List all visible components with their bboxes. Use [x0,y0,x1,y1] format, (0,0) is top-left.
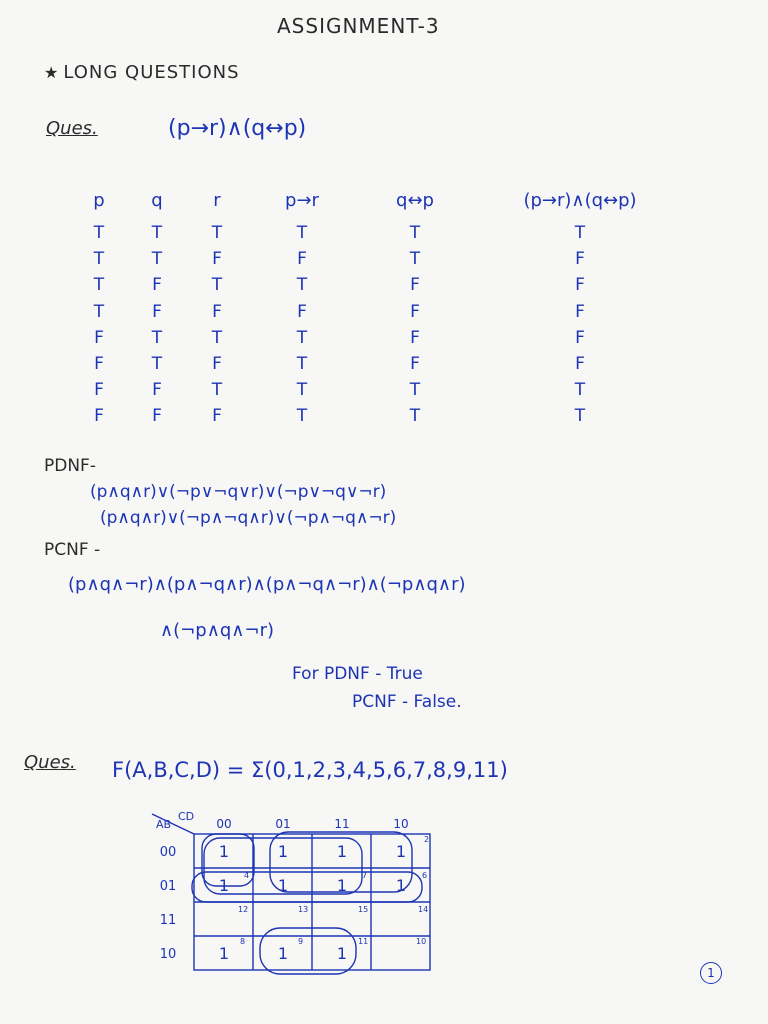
kmap-cell-index: 13 [298,905,309,914]
table-cell: F [94,354,104,375]
table-row [70,246,686,272]
table-cell: T [211,275,223,296]
table-cell: T [296,223,308,244]
kmap-cell-index: 12 [238,905,249,914]
table-cell: T [151,354,163,375]
table-cell: T [211,327,223,348]
table-cell: T [574,406,586,427]
col-header-p: p [93,189,105,211]
table-row [70,351,686,377]
table-cell: F [152,406,162,427]
section-heading-text: LONG QUESTIONS [63,62,240,83]
pdnf-line-2: (p∧q∧r)∨(¬p∧¬q∧r)∨(¬p∧¬q∧¬r) [100,508,397,528]
table-row [70,377,686,403]
star-icon: ★ [44,63,60,82]
table-cell: T [296,380,308,401]
kmap-col-header: 01 [275,817,291,831]
table-cell: F [410,354,420,375]
kmap-cell-value: 1 [395,876,407,895]
table-cell: T [296,354,308,375]
table-cell: F [152,275,162,296]
table-cell: F [297,249,307,270]
table-cell: T [296,406,308,427]
kmap-cell-index: 4 [244,871,250,880]
table-cell: F [410,301,420,322]
truth-table [70,180,690,430]
page-number: 1 [700,962,722,984]
kmap-row-header: 10 [159,947,177,962]
kmap-svg [148,810,448,980]
table-cell: F [152,301,162,322]
pdnf-line-1: (p∧q∧r)∨(¬p∨¬q∨r)∨(¬p∨¬q∨¬r) [90,482,387,502]
kmap-col-header: 10 [393,817,409,831]
col-header-r: r [213,189,221,211]
kmap-cell-value: 1 [218,876,230,895]
table-cell: T [93,249,105,270]
kmap-cell-value: 1 [336,944,348,963]
kmap-row-header: 01 [159,879,177,894]
pcnf-label: PCNF - [44,540,101,560]
table-cell: T [93,223,105,244]
table-cell: F [297,301,307,322]
kmap-cell-index: 9 [298,937,304,946]
kmap-cell-value: 1 [336,842,348,861]
kmap-cell-index: 2 [424,835,430,844]
table-row [70,325,686,351]
table-cell: F [575,275,585,296]
q1-label: Ques. [46,118,98,139]
result-pcnf: PCNF - False. [352,692,462,712]
kmap-cell-value: 1 [277,944,289,963]
table-cell: T [574,223,586,244]
kmap-row-header: 00 [159,845,177,860]
table-cell: F [94,380,104,401]
pcnf-line-1: (p∧q∧¬r)∧(p∧¬q∧r)∧(p∧¬q∧¬r)∧(¬p∧q∧r) [68,574,466,595]
table-row [70,299,686,325]
kmap-cell-value: 1 [277,842,289,861]
table-cell: T [296,275,308,296]
table-cell: T [151,223,163,244]
table-cell: T [574,380,586,401]
q2-label: Ques. [24,752,76,773]
pcnf-line-2: ∧(¬p∧q∧¬r) [160,620,274,641]
kmap-cell-index: 6 [422,871,428,880]
col-header-result: (p→r)∧(q↔p) [523,189,637,211]
section-heading [44,62,240,83]
q1-expression: (p→r)∧(q↔p) [168,116,307,141]
table-cell: F [575,327,585,348]
table-row [70,272,686,298]
col-header-q-iff-p: q↔p [396,189,434,211]
kmap-cell-index: 10 [416,937,427,946]
table-row [70,403,686,429]
result-pdnf: For PDNF - True [292,664,423,684]
page-title: ASSIGNMENT-3 [277,14,440,38]
table-cell: F [410,327,420,348]
table-cell: F [212,354,222,375]
table-cell: T [409,406,421,427]
col-header-q: q [151,189,163,211]
kmap-corner-col-label: CD [178,810,195,823]
table-cell: T [211,223,223,244]
table-cell: F [212,301,222,322]
kmap-cell-value: 1 [218,944,230,963]
table-cell: F [212,249,222,270]
table-cell: T [409,380,421,401]
table-cell: T [93,301,105,322]
kmap-cell-index: 8 [240,937,246,946]
kmap-cell-value: 1 [277,876,289,895]
kmap-cell-value: 1 [336,876,348,895]
table-cell: T [296,327,308,348]
table-cell: F [575,249,585,270]
table-cell: T [151,249,163,270]
pdnf-label: PDNF- [44,456,96,476]
kmap-cell-value: 1 [218,842,230,861]
table-cell: F [212,406,222,427]
kmap-cell-index: 7 [362,871,368,880]
table-cell: F [94,327,104,348]
table-cell: F [575,354,585,375]
table-cell: F [94,406,104,427]
table-cell: T [409,249,421,270]
kmap-col-header: 00 [216,817,232,831]
kmap-cell-index: 11 [358,937,369,946]
truth-table-header [70,180,686,220]
table-cell: T [211,380,223,401]
q2-expression: F(A,B,C,D) = Σ(0,1,2,3,4,5,6,7,8,9,11) [112,758,508,782]
kmap-col-header: 11 [334,817,350,831]
table-cell: T [93,275,105,296]
col-header-p-implies-r: p→r [285,189,319,211]
table-cell: F [575,301,585,322]
table-row [70,220,686,246]
kmap-cell-value: 1 [395,842,407,861]
table-cell: T [409,223,421,244]
table-cell: F [410,275,420,296]
kmap-cell-index: 15 [358,905,369,914]
kmap-corner-row-label: AB [156,818,172,831]
table-cell: T [151,327,163,348]
kmap-row-header: 11 [159,913,177,928]
karnaugh-map [148,810,448,984]
kmap-cell-index: 14 [418,905,429,914]
table-cell: F [152,380,162,401]
